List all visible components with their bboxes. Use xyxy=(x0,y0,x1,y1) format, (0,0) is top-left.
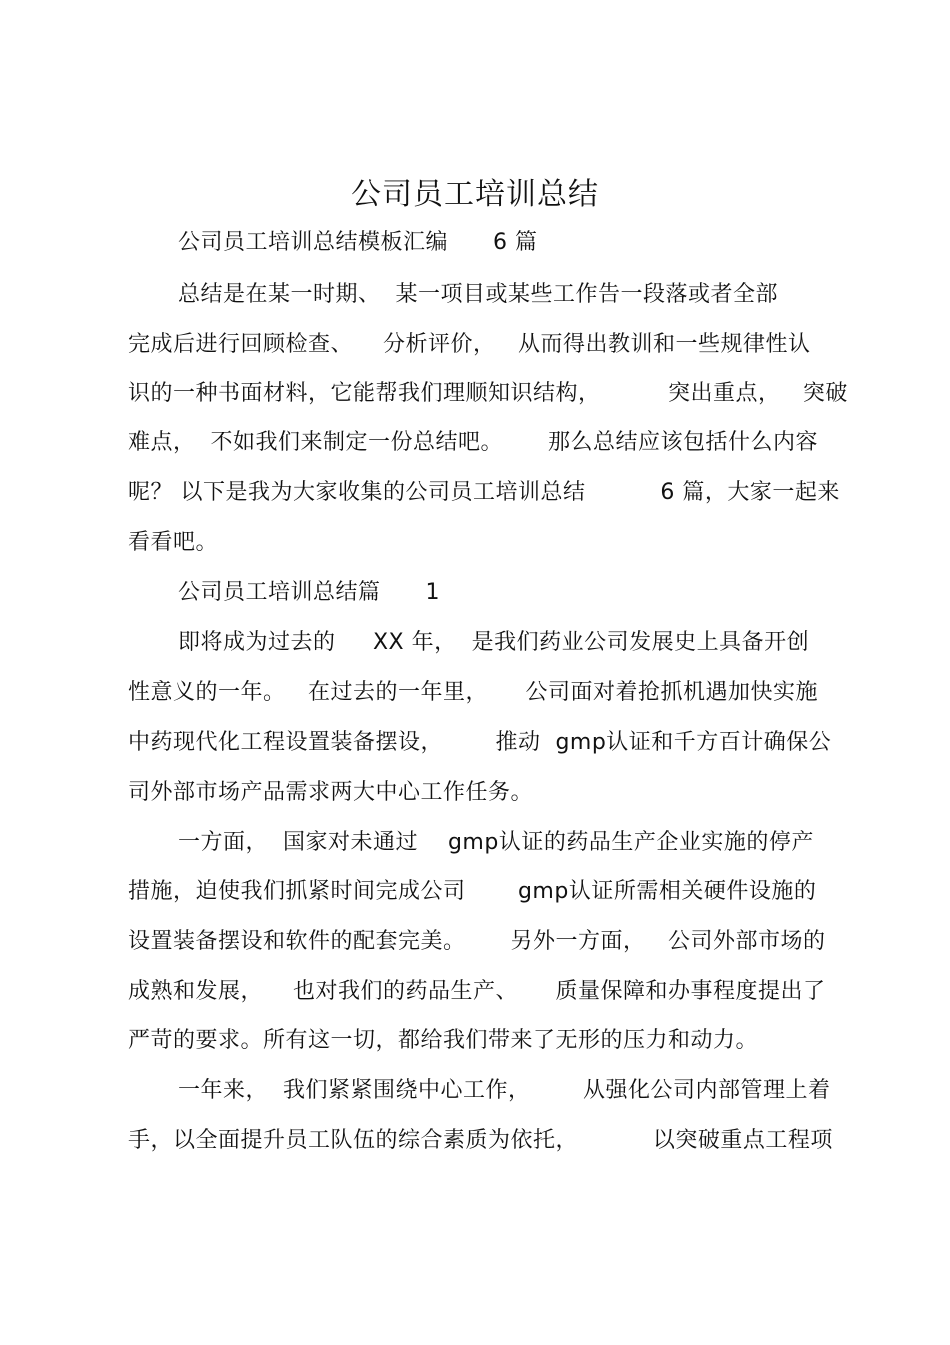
paragraph-line: 看看吧。 xyxy=(128,530,219,555)
paragraph-line: 设置装备摆设和软件的配套完美。 另外一方面， 公司外部市场的 xyxy=(128,929,826,954)
paragraph-line: 一方面， 国家对未通过 gmp认证的药品生产企业实施的停产 xyxy=(178,830,814,855)
paragraph-line: 总结是在某一时期、 某一项目或某些工作告一段落或者全部 xyxy=(178,282,778,307)
paragraph-line: 司外部市场产品需求两大中心工作任务。 xyxy=(128,780,534,805)
section-heading: 公司员工培训总结篇 1 xyxy=(178,580,440,605)
paragraph-line: 严苛的要求。所有这一切，都给我们带来了无形的压力和动力。 xyxy=(128,1028,759,1053)
paragraph-line: 手，以全面提升员工队伍的综合素质为依托， 以突破重点工程项 xyxy=(128,1128,833,1153)
paragraph-line: 难点， 不如我们来制定一份总结吧。 那么总结应该包括什么内容 xyxy=(128,430,818,455)
paragraph-line: 完成后进行回顾检查、 分析评价， 从而得出教训和一些规律性认 xyxy=(128,332,811,357)
paragraph-line: 即将成为过去的 XX 年， 是我们药业公司发展史上具备开创 xyxy=(178,630,810,655)
paragraph-line: 一年来， 我们紧紧围绕中心工作， 从强化公司内部管理上着 xyxy=(178,1078,831,1103)
paragraph-line: 措施，迫使我们抓紧时间完成公司 gmp认证所需相关硬件设施的 xyxy=(128,879,817,904)
paragraph-line: 中药现代化工程设置装备摆设， 推动 gmp认证和千方百计确保公 xyxy=(128,730,832,755)
paragraph-line: 成熟和发展， 也对我们的药品生产、 质量保障和办事程度提出了 xyxy=(128,979,826,1004)
paragraph-line: 识的一种书面材料，它能帮我们理顺知识结构， 突出重点， 突破 xyxy=(128,381,848,406)
document-title: 公司员工培训总结 xyxy=(351,177,599,212)
document-subtitle: 公司员工培训总结模板汇编 6 篇 xyxy=(178,230,538,255)
paragraph-line: 呢？ 以下是我为大家收集的公司员工培训总结 6 篇，大家一起来 xyxy=(128,480,840,505)
paragraph-line: 性意义的一年。 在过去的一年里， 公司面对着抢抓机遇加快实施 xyxy=(128,680,818,705)
